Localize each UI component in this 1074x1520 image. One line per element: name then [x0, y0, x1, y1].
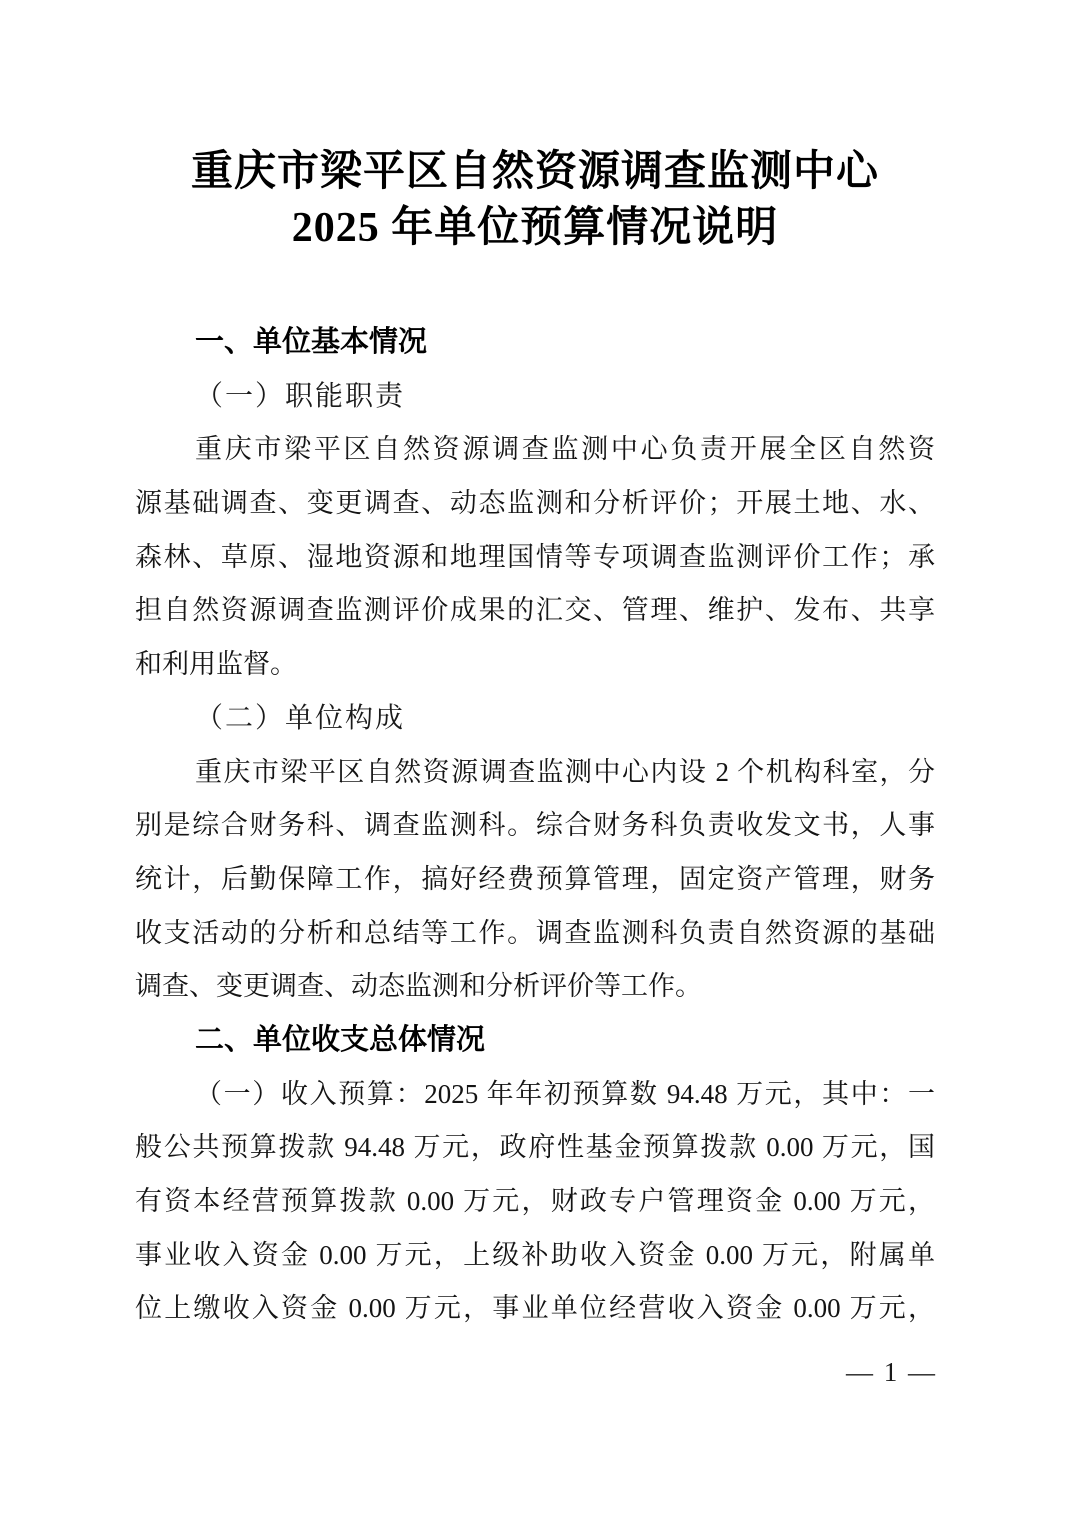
- section-2-heading: 二、单位收支总体情况: [195, 1023, 486, 1056]
- page-number: — 1 —: [846, 1357, 937, 1387]
- paragraph-line: 般公共预算拨款 94.48 万元，政府性基金预算拨款 0.00 万元，国: [135, 1132, 935, 1163]
- paragraph-line: 和利用监督。: [135, 649, 297, 680]
- paragraph-line: 收支活动的分析和总结等工作。调查监测科负责自然资源的基础: [135, 917, 935, 948]
- paragraph-line: 担自然资源调查监测评价成果的汇交、管理、维护、发布、共享: [135, 595, 935, 626]
- paragraph-line: 位上缴收入资金 0.00 万元，事业单位经营收入资金 0.00 万元，: [135, 1293, 935, 1324]
- paragraph-line: 有资本经营预算拨款 0.00 万元，财政专户管理资金 0.00 万元，: [135, 1186, 935, 1216]
- document-title: [135, 144, 935, 256]
- section-1-subheading-2: （二）单位构成: [195, 702, 406, 734]
- paragraph-line: 事业收入资金 0.00 万元，上级补助收入资金 0.00 万元，附属单: [135, 1239, 935, 1270]
- paragraph-line: （一）收入预算：2025 年年初预算数 94.48 万元，其中：一: [195, 1078, 935, 1109]
- document-body: [135, 316, 935, 1336]
- page-footer: [846, 1352, 937, 1392]
- title-line-2: 2025 年单位预算情况说明: [291, 205, 779, 251]
- paragraph-line: 调查、变更调查、动态监测和分析评价等工作。: [135, 971, 702, 1002]
- section-1-heading: 一、单位基本情况: [195, 326, 428, 358]
- title-line-1: 重庆市梁平区自然资源调查监测中心: [190, 149, 879, 195]
- section-1-subheading-1: （一）职能职责: [195, 380, 406, 412]
- paragraph-line: 重庆市梁平区自然资源调查监测中心内设 2 个机构科室，分: [195, 756, 935, 787]
- paragraph-line: 重庆市梁平区自然资源调查监测中心负责开展全区自然资: [195, 434, 935, 465]
- paragraph-line: 森林、草原、湿地资源和地理国情等专项调查监测评价工作；承: [135, 541, 935, 572]
- paragraph-line: 统计，后勤保障工作，搞好经费预算管理，固定资产管理，财务: [135, 863, 935, 894]
- paragraph-line: 源基础调查、变更调查、动态监测和分析评价；开展土地、水、: [135, 488, 935, 519]
- paragraph-line: 别是综合财务科、调查监测科。综合财务科负责收发文书，人事: [135, 810, 935, 841]
